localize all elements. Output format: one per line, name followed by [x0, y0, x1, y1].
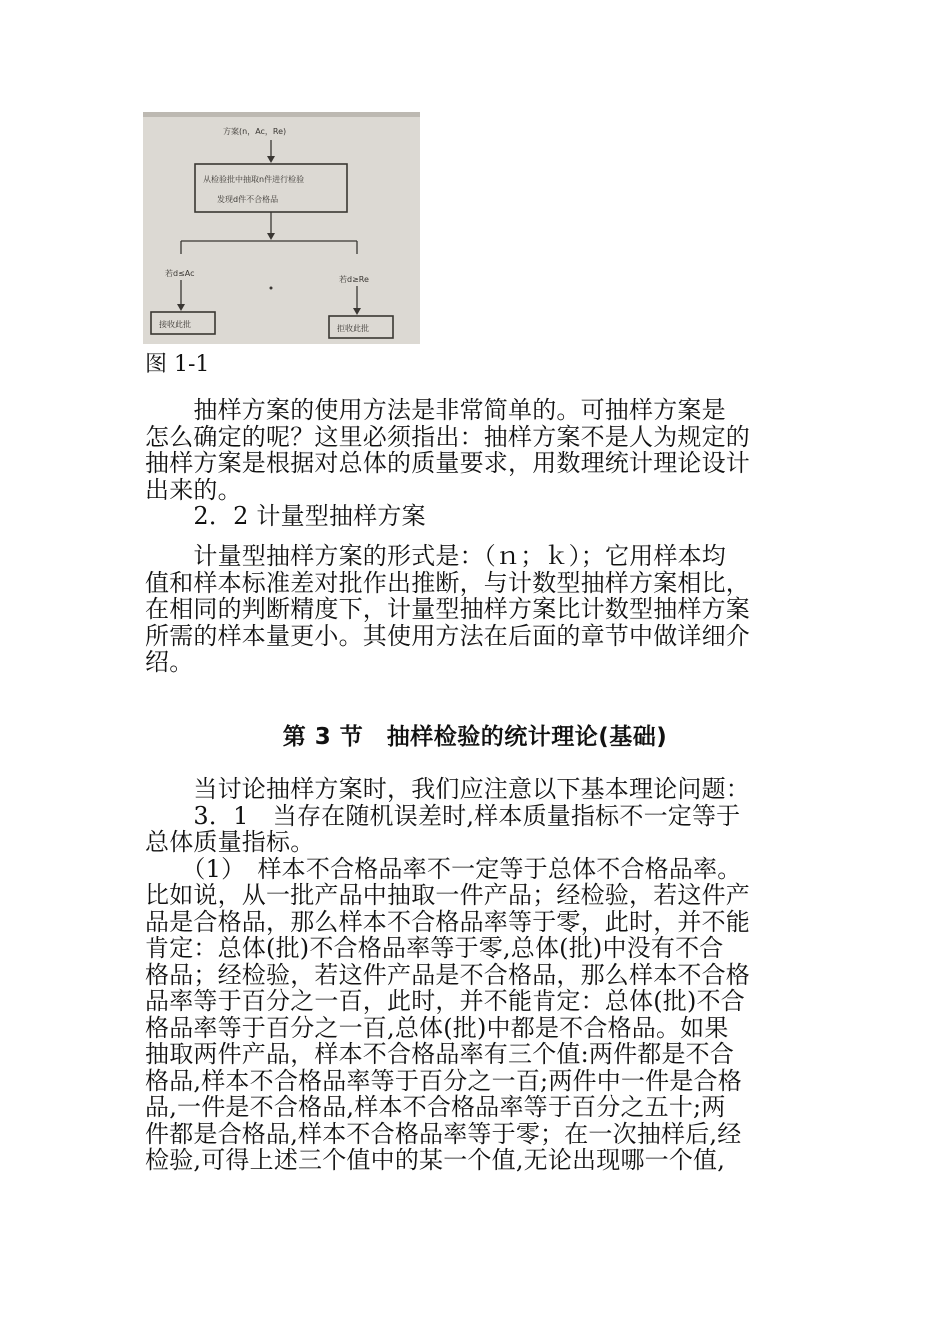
text-line: 检验,可得上述三个值中的某一个值,无论出现哪一个值,: [145, 1146, 726, 1174]
paragraph-variables-sampling: [145, 543, 810, 676]
right-condition: 若d≥Re: [339, 275, 369, 284]
text-line: 所需的样本量更小。其使用方法在后面的章节中做详细介: [145, 621, 750, 650]
plan-label: 方案(n，Ac，Re): [223, 127, 287, 136]
paragraph-sampling-plan-usage: [145, 397, 810, 530]
text-line: 在相同的判断精度下，计量型抽样方案比计数型抽样方案: [145, 595, 750, 623]
left-condition: 若d≤Ac: [165, 269, 195, 278]
text-line: 抽样方案的使用方法是非常简单的。可抽样方案是: [145, 396, 726, 424]
text-line: 抽取两件产品，样本不合格品率有三个值:两件都是不合: [145, 1040, 735, 1068]
flowchart-figure: [143, 112, 420, 344]
text-line: 品,一件是不合格品,样本不合格品率等于百分之五十;两: [145, 1093, 726, 1121]
text-line: 值和样本标准差对批作出推断，与计数型抽样方案相比，: [145, 568, 750, 597]
text-line: 格品,样本不合格品率等于百分之一百;两件中一件是合格: [145, 1066, 742, 1095]
paragraph-statistical-theory: [145, 776, 810, 1174]
figure-caption: 图 1-1: [145, 352, 210, 377]
text-line: 绍。: [145, 648, 194, 676]
flowchart-diagram: [143, 112, 420, 344]
text-line: 格品率等于百分之一百,总体(批)中都是不合格品。如果: [145, 1013, 729, 1042]
accept-label: 接收此批: [159, 320, 191, 329]
scan-speck: [270, 287, 273, 290]
text-line: 品是合格品，那么样本不合格品率等于零，此时，并不能: [145, 907, 750, 936]
subheading-2-2: 2．2 计量型抽样方案: [145, 502, 426, 530]
box-line-1: 从检验批中抽取n件进行检验: [203, 175, 305, 184]
reject-label: 拒收此批: [337, 324, 369, 333]
text-line: 总体质量指标。: [145, 828, 315, 856]
text-line: 件都是合格品,样本不合格品率等于零；在一次抽样后,经: [145, 1119, 742, 1148]
text-line: 出来的。: [145, 475, 242, 504]
text-line: 怎么确定的呢？这里必须指出：抽样方案不是人为规定的: [145, 422, 750, 451]
text-line: （1） 样本不合格品率不一定等于总体不合格品率。: [145, 854, 742, 883]
text-line: 比如说，从一批产品中抽取一件产品；经检验，若这件产: [145, 881, 750, 909]
text-line: 品率等于百分之一百，此时，并不能肯定：总体(批)不合: [145, 987, 745, 1015]
text-line: 3．1 当存在随机误差时,样本质量指标不一定等于: [145, 801, 741, 830]
text-line: 格品；经检验，若这件产品是不合格品，那么样本不合格: [145, 960, 750, 989]
box-line-2: 发现d件不合格品: [217, 195, 279, 204]
text-line: 抽样方案是根据对总体的质量要求，用数理统计理论设计: [145, 449, 750, 477]
text-line: 当讨论抽样方案时，我们应注意以下基本理论问题：: [145, 775, 750, 803]
text-line: 肯定：总体(批)不合格品率等于零,总体(批)中没有不合: [145, 934, 724, 962]
text-line: 计量型抽样方案的形式是：（ｎ；ｋ）；它用样本均: [145, 542, 726, 570]
section-heading: 第 3 节 抽样检验的统计理论(基础): [282, 724, 668, 750]
